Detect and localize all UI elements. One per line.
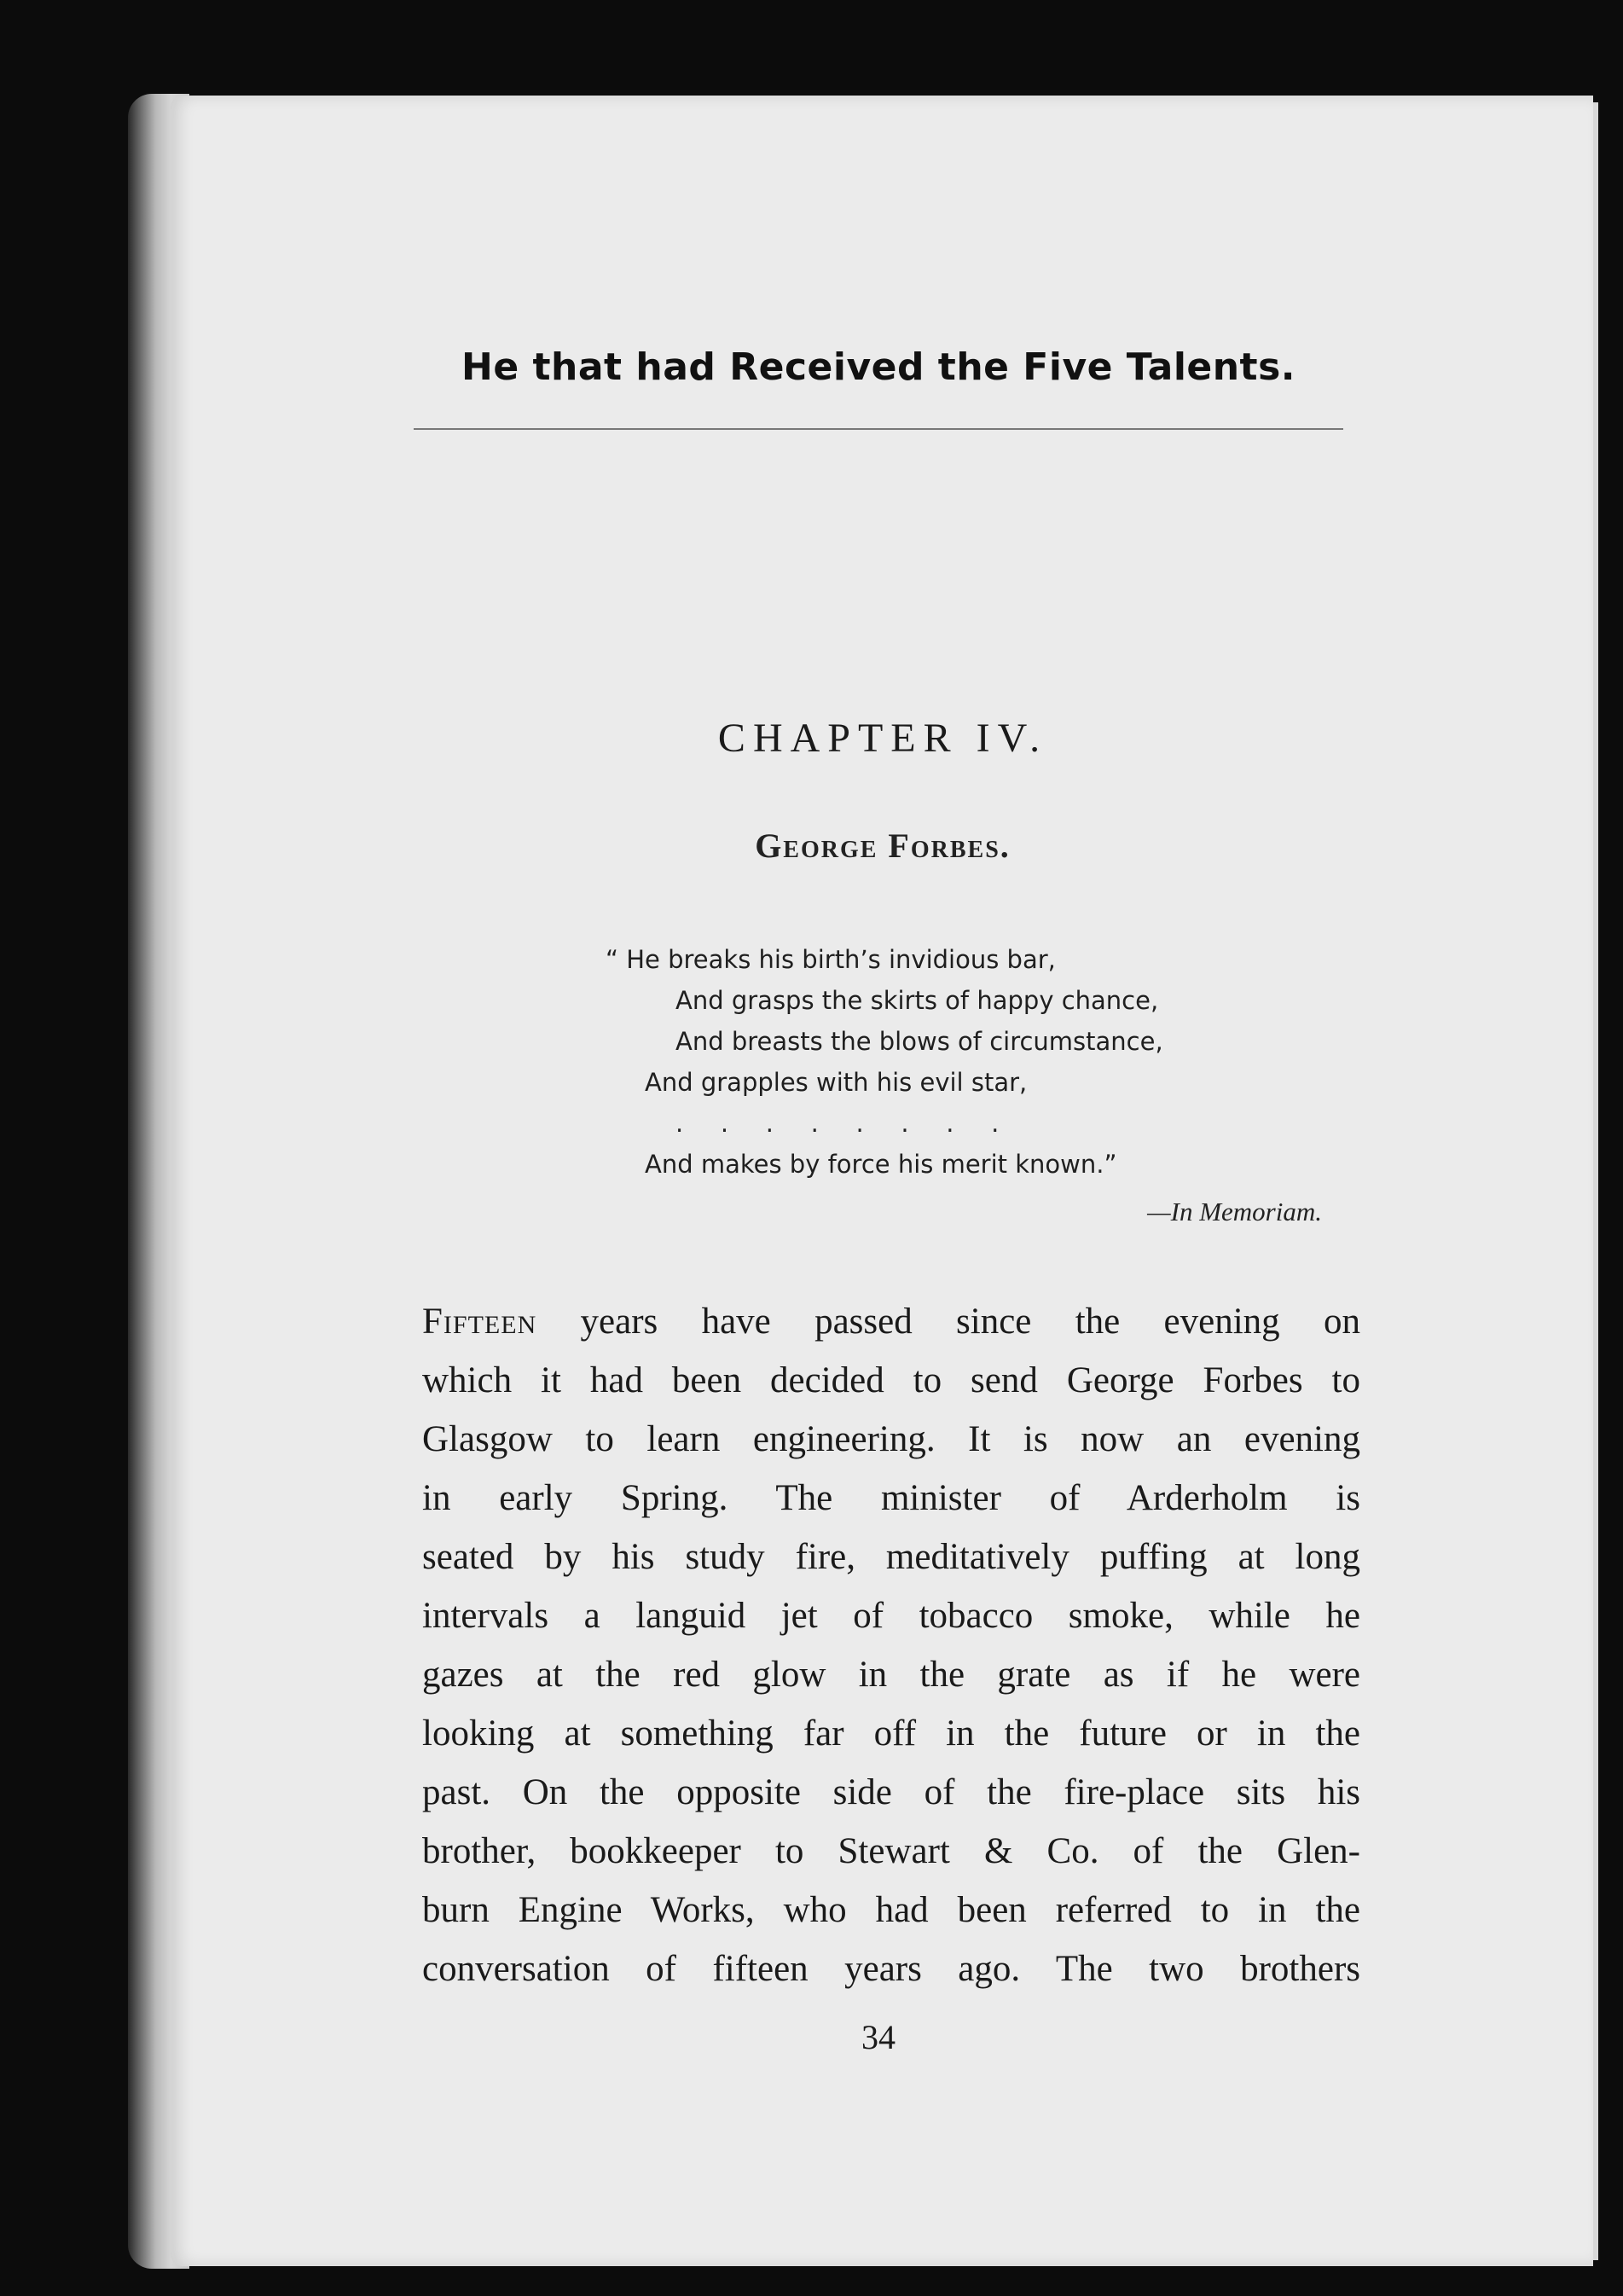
body-line: intervals a languid jet of tobacco smoke, while he: [422, 1596, 1360, 1636]
body-line: past. On the opposite side of the fire-place sits his: [422, 1772, 1360, 1812]
epigraph-line: “ He breaks his birth’s invidious bar,: [606, 945, 1056, 974]
epigraph-attribution: —In Memoriam.: [1147, 1197, 1322, 1226]
body-line: seated by his study fire, meditatively puffing at long: [422, 1537, 1360, 1577]
epigraph-line: And makes by force his merit known.”: [645, 1150, 1117, 1179]
lead-word: Fifteen: [422, 1302, 537, 1342]
body-line: which it had been decided to send George Forbes to: [422, 1360, 1360, 1400]
chapter-subtitle: George Forbes.: [755, 826, 1011, 865]
epigraph-ellipsis: . . . . . . . .: [675, 1109, 1003, 1138]
body-line: Glasgow to learn engineering. It is now an evening: [422, 1419, 1360, 1459]
body-line: burn Engine Works, who had been referred to in the: [422, 1890, 1360, 1930]
body-line: brother, bookkeeper to Stewart & Co. of the Glen-: [422, 1831, 1360, 1871]
body-line: conversation of fifteen years ago. The two brothers: [422, 1949, 1360, 1989]
page-edge: [1593, 102, 1598, 2260]
body-line: in early Spring. The minister of Arderholm is: [422, 1478, 1360, 1518]
page-number: 34: [861, 2018, 896, 2056]
epigraph-line: And grasps the skirts of happy chance,: [675, 986, 1159, 1015]
book-page: [171, 96, 1593, 2266]
epigraph-line: And breasts the blows of circumstance,: [675, 1027, 1163, 1056]
body-line: Fifteen years have passed since the evening on: [422, 1302, 1360, 1342]
header-rule: [414, 428, 1343, 430]
running-head: He that had Received the Five Talents.: [461, 345, 1296, 389]
body-line: looking at something far off in the future or in the: [422, 1713, 1360, 1754]
body-line: gazes at the red glow in the grate as if he were: [422, 1655, 1360, 1695]
chapter-title: CHAPTER IV.: [717, 716, 1048, 761]
epigraph-line: And grapples with his evil star,: [645, 1068, 1028, 1097]
